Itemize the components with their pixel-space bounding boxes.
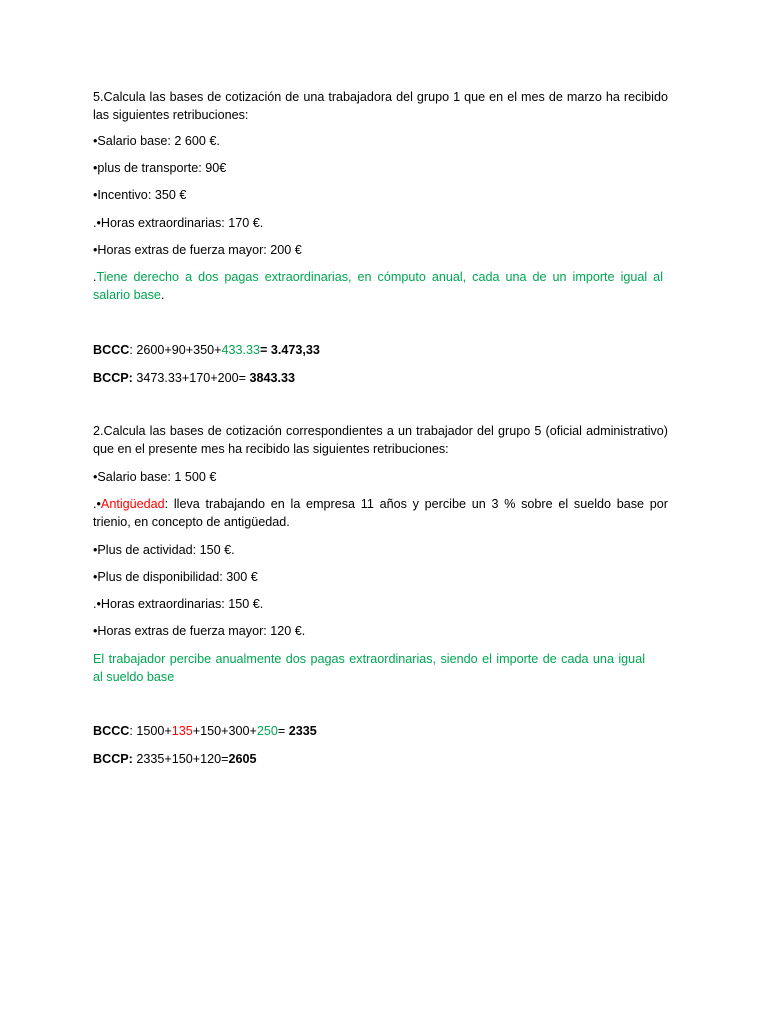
- exercise-2-statement: 2.Calcula las bases de cotización correspondientes a un trabajador del grupo 5 (oficial administrativo) que en el presente mes ha recibido las siguientes retribuciones:: [93, 424, 668, 456]
- bccp-result: 3843.33: [249, 371, 296, 385]
- exercise-2-bccc: [93, 722, 317, 740]
- exercise-2-note: El trabajador percibe anualmente dos pagas extraordinarias, siendo el importe de cada una igual al sueldo base: [93, 652, 645, 684]
- bccc-highlight: 433.33: [221, 343, 261, 357]
- bccc-red-value: 135: [171, 724, 193, 738]
- bccp-expression: 3473.33+170+200=: [132, 371, 250, 385]
- bccc-label: BCCC: [93, 724, 130, 738]
- bccc-part-2: +150+300+: [192, 724, 257, 738]
- exercise-2-item-activity: •Plus de actividad: 150 €.: [93, 543, 235, 557]
- exercise-1: [93, 88, 668, 124]
- bccc-part-1: : 1500+: [129, 724, 172, 738]
- bccc-equals: =: [260, 343, 271, 357]
- exercise-2-item-salary: •Salario base: 1 500 €: [93, 470, 217, 484]
- exercise-1-note: [93, 268, 663, 304]
- exercise-2-item-availability: •Plus de disponibilidad: 300 €: [93, 570, 258, 584]
- exercise-1-bccp: [93, 369, 295, 387]
- bccc-expression: : 2600+90+350+: [129, 343, 222, 357]
- exercise-1-item-incentive: •Incentivo: 350 €: [93, 188, 187, 202]
- bccp-label: BCCP:: [93, 371, 133, 385]
- exercise-1-item-overtime: .•Horas extraordinarias: 170 €.: [93, 216, 264, 230]
- bccc-label: BCCC: [93, 343, 130, 357]
- exercise-1-item-transport: •plus de transporte: 90€: [93, 161, 227, 175]
- exercise-1-bccc: [93, 341, 320, 359]
- exercise-2-item-overtime: .•Horas extraordinarias: 150 €.: [93, 597, 264, 611]
- exercise-2-bccp: [93, 750, 257, 768]
- bccp-result: 2605: [228, 752, 257, 766]
- exercise-1-statement: 5.Calcula las bases de cotización de una trabajadora del grupo 1 que en el mes de marzo ha recibido las siguientes retribuciones:: [93, 90, 668, 122]
- bccc-green-value: 250: [256, 724, 278, 738]
- exercise-1-note-text: Tiene derecho a dos pagas extraordinarias, en cómputo anual, cada una de un importe igual al salario base: [93, 270, 663, 302]
- exercise-1-note-prefix: .: [93, 270, 97, 284]
- exercise-1-item-salary: •Salario base: 2 600 €.: [93, 134, 220, 148]
- exercise-2-item-force-majeure: •Horas extras de fuerza mayor: 120 €.: [93, 624, 306, 638]
- bccp-expression: 2335+150+120=: [132, 752, 229, 766]
- bccc-result: 2335: [288, 724, 317, 738]
- bccc-result: 3.473,33: [270, 343, 320, 357]
- antiguedad-label: Antigüedad: [100, 497, 165, 511]
- bccp-label: BCCP:: [93, 752, 133, 766]
- exercise-1-item-force-majeure: •Horas extras de fuerza mayor: 200 €: [93, 243, 302, 257]
- bccc-part-3: =: [277, 724, 289, 738]
- antiguedad-text: : lleva trabajando en la empresa 11 años y percibe un 3 % sobre el sueldo base por trienio, en concepto de antigüedad.: [93, 497, 668, 529]
- exercise-1-note-suffix: .: [160, 288, 165, 302]
- antiguedad-prefix: .•: [93, 497, 101, 511]
- exercise-2-item-antiguedad: [93, 495, 668, 531]
